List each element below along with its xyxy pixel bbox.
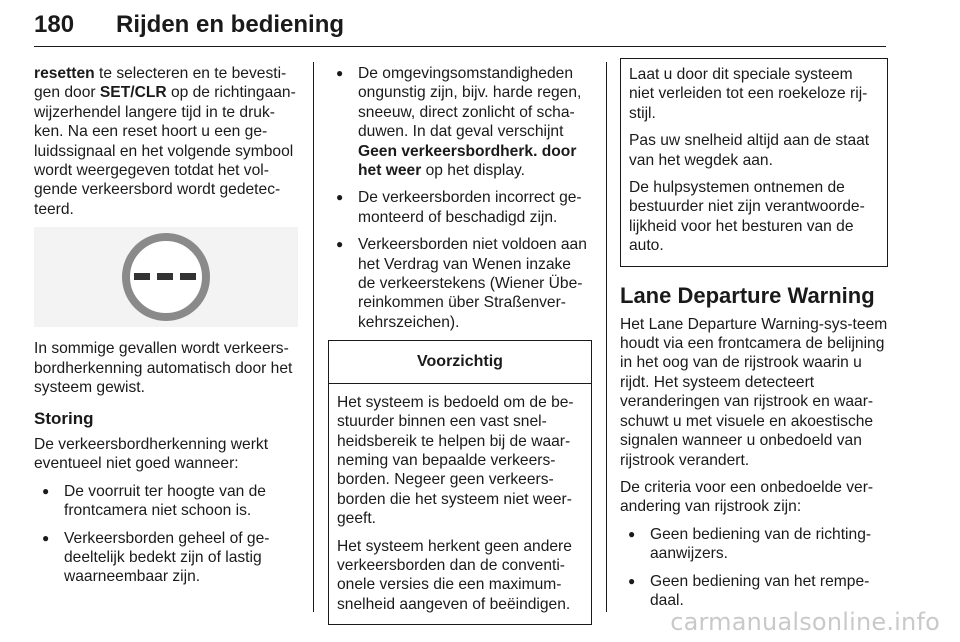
list-item: ● Geen bediening van het rempe-daal.: [620, 572, 888, 611]
column-2: [328, 64, 592, 625]
reset-term: resetten: [34, 65, 95, 82]
watermark: carmanualsonline.info: [670, 608, 940, 636]
section-title: Rijden en bediening: [116, 11, 345, 38]
reset-paragraph: [34, 64, 298, 219]
list-item: ● Verkeersborden geheel of ge-deeltelijk bedekt zijn of lastig waarneembaar zijn.: [34, 529, 298, 587]
list-item: ● De voorruit ter hoogte van de frontcamera niet schoon is.: [34, 482, 298, 521]
auto-reset-paragraph: In sommige gevallen wordt verkeers-bordherkenning automatisch door het systeem gewist.: [34, 340, 293, 397]
column-1: [34, 64, 298, 595]
criteria-list: [620, 525, 888, 611]
page-number: 180: [34, 11, 75, 38]
caution-paragraph: Het systeem is bedoeld om de be-stuurder binnen een vast snel-heidsbereik te helpen bij de waar-neming van bepaalde verkeers-borden. Negeer geen verkeers-borden die het systeem niet weer-geeft.: [337, 393, 574, 528]
caution-paragraph: Het systeem herkent geen andere verkeersborden dan de conventi-onele versies die een maximum-snelheid aangeven of beëindigen.: [337, 537, 572, 613]
caution-body: [329, 384, 591, 624]
criteria-intro: De criteria voor een onbedoelde ver-andering van rijstrook zijn:: [620, 478, 874, 516]
weather-display-message: Geen verkeersbordherk. door het weer: [358, 142, 577, 180]
list-item: ● De verkeersborden incorrect ge-monteerd of beschadigd zijn.: [328, 188, 592, 227]
end-of-restriction-sign-figure: [34, 227, 298, 327]
end-of-restriction-sign-icon: [116, 232, 216, 322]
caution-title: Voorzichtig: [329, 341, 591, 383]
caution-paragraph: De hulpsystemen ontnemen de bestuurder niet zijn verantwoorde-lijkheid voor het besturen van de auto.: [629, 179, 865, 255]
fault-heading: Storing: [34, 409, 94, 429]
fault-list-continued: [328, 64, 592, 332]
caution-paragraph: Pas uw snelheid altijd aan de staat van het wegdek aan.: [629, 132, 870, 169]
page-header: [34, 8, 886, 47]
caution-box: [328, 340, 592, 625]
column-divider-2: [606, 62, 607, 612]
lane-departure-heading: Lane Departure Warning: [620, 282, 875, 308]
list-item: ● Verkeersborden niet voldoen aan het Verdrag van Wenen inzake de verkeerstekens (Wiener Übe-reinkommen über Straßenver-kehrszeichen).: [328, 235, 592, 332]
list-item: ● Geen bediening van de richting-aanwijzers.: [620, 525, 888, 564]
caution-box-continued: [620, 58, 888, 267]
weather-text: De omgevingsomstandigheden ongunstig zijn, bijv. harde regen, sneeuw, direct zonlicht of scha-duwen. In dat geval verschijnt: [358, 65, 582, 141]
weather-text-tail: op het display.: [421, 162, 526, 180]
column-3: [620, 64, 888, 618]
fault-list: [34, 482, 298, 587]
lane-departure-paragraph: Het Lane Departure Warning-sys-teem houdt via een frontcamera de belijning in het oog van de rijstrook waarin u rijdt. Het systeem detecteert veranderingen van rijstrook en waar-schuwt u met visuele en akoestische signalen wanneer u onbedoeld van rijstrook verandert.: [620, 315, 888, 469]
column-divider-1: [313, 62, 314, 612]
caution-paragraph: Laat u door dit speciale systeem niet verleiden tot een roekeloze rij-stijl.: [629, 66, 868, 122]
reset-text-1: te selecteren en te bevesti-gen door: [34, 65, 287, 102]
list-item: [328, 64, 592, 180]
reset-text-2: op de richtingaan-wijzerhendel langere tijd in te druk-ken. Na een reset hoort u een ge-luidssignaal en het volgende symbool wordt weergegeven totdat het vol-gende verkeersbord wordt gedetec-teerd.: [34, 84, 296, 218]
set-clr-key: SET/CLR: [99, 84, 167, 102]
fault-intro: De verkeersbordherkenning werkt eventueel niet goed wanneer:: [34, 435, 269, 473]
